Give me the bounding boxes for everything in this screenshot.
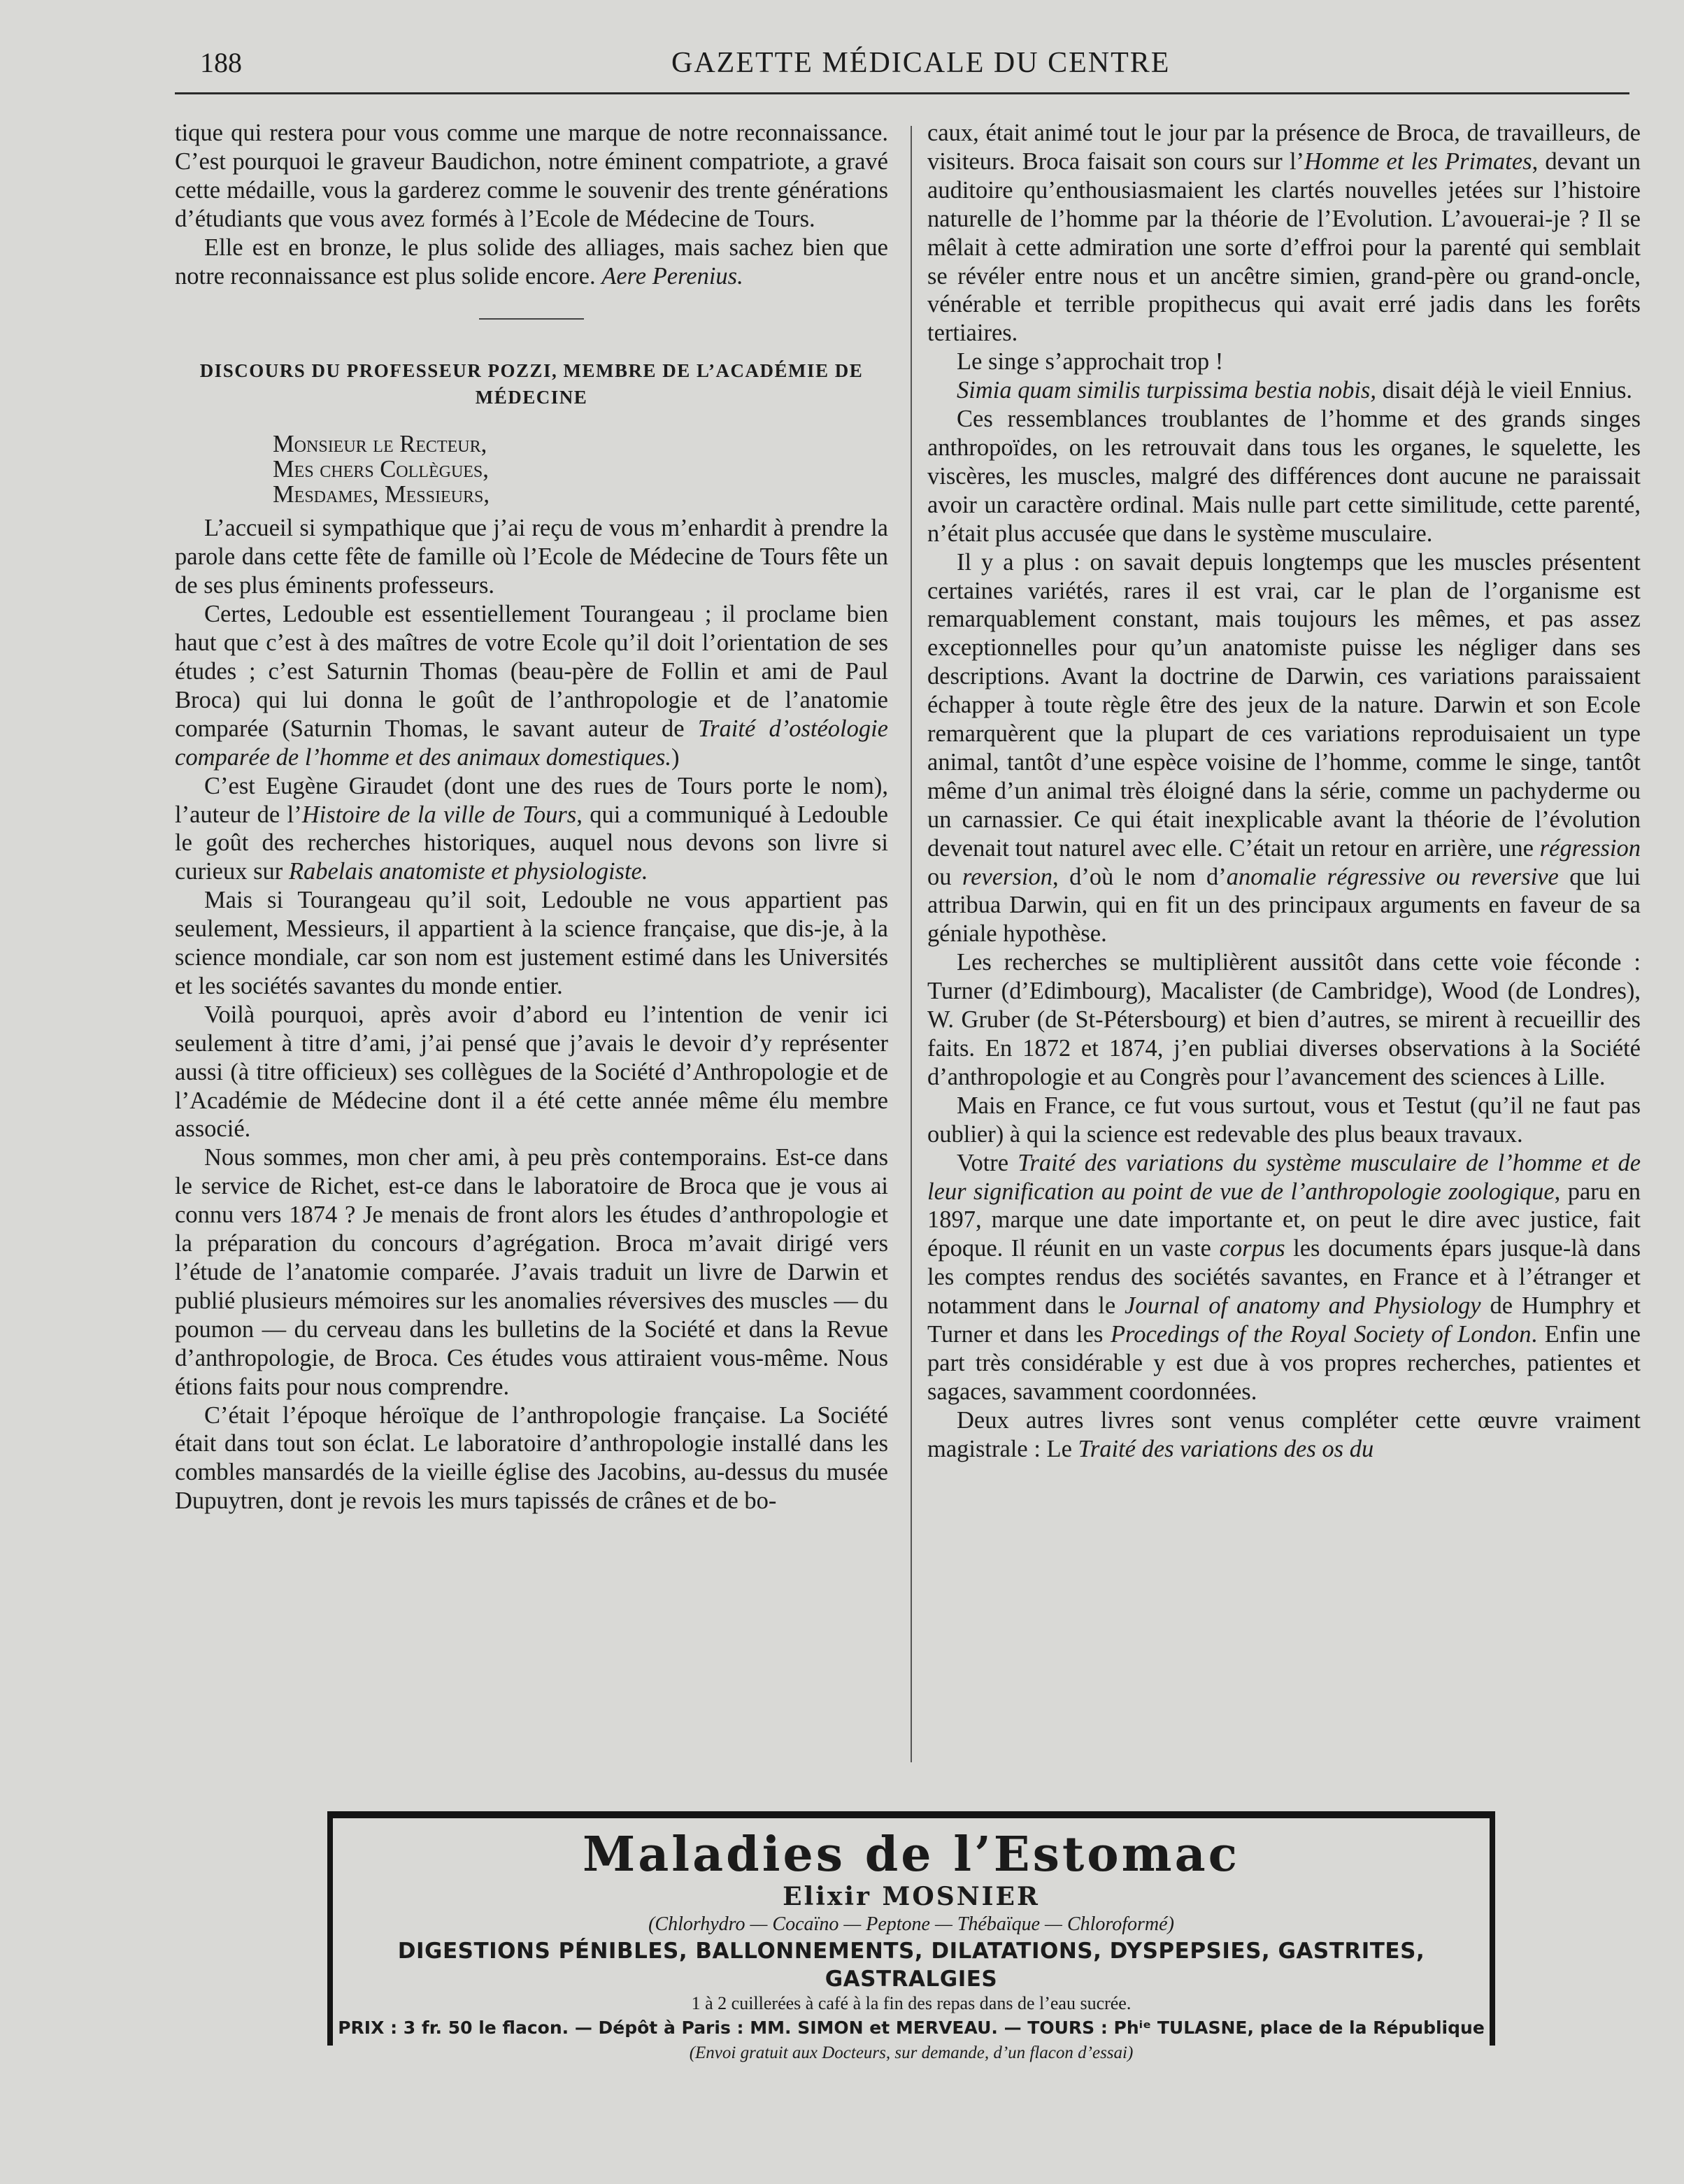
ad-note: (Envoi gratuit aux Docteurs, sur demande, d’un flacon d’essai) [689,2043,1134,2062]
paragraph: Le singe s’approchait trop ! [957,348,1224,376]
salutation-line: Monsieur le Recteur, [273,431,487,458]
section-separator [479,318,584,320]
paragraph: Voilà pourquoi, après avoir d’abord eu l’intention de venir ici seulement à titre d’ami, j’ai pensé que j’avais le devoir d’y représenter aussi (à titre officieux) ses collègues de la Société d’Anthropologie et de l’Académie de Médecine dont il a été cette année même élu membre associé. [175,1001,888,1143]
paragraph: Deux autres livres sont venus compléter cette œuvre vraiment magistrale : Le Traité des variations des os du [927,1406,1641,1462]
speech-title: DISCOURS DU PROFESSEUR POZZI, MEMBRE DE L’ACADÉMIE DE MÉDECINE [199,360,864,408]
ad-ingredients: (Chlorhydro — Cocaïno — Peptone — Thébaïque — Chloroformé) [648,1913,1174,1935]
paragraph: C’était l’époque héroïque de l’anthropologie française. La Société était dans tout son éclat. Le laboratoire d’anthropologie installé dans les combles mansardés de la vieille église des Jacobins, au-dessus du musée Dupuytren, dont je revois les murs tapissés de crânes et de bo- [175,1401,888,1515]
ad-price-line: PRIX : 3 fr. 50 le flacon. — Dépôt à Paris : MM. SIMON et MERVEAU. — TOURS : Phⁱᵉ TULASNE, place de la République [338,2018,1485,2038]
journal-title: GAZETTE MÉDICALE DU CENTRE [671,47,1171,79]
paragraph: C’est Eugène Giraudet (dont une des rues de Tours porte le nom), l’auteur de l’Histoire de la ville de Tours, qui a communiqué à Ledouble le goût des recherches historiques, auquel nous devons son livre si curieux sur Rabelais anatomiste et physiologiste. [175,772,888,885]
right-column [927,119,1641,1464]
header-rule [175,92,1629,94]
paragraph: Nous sommes, mon cher ami, à peu près contemporains. Est-ce dans le service de Richet, est-ce dans le laboratoire de Broca que je vous ai connu vers 1874 ? Je menais de front alors les études d’anthropologie et la préparation du concours d’agrégation. Broca m’avait dirigé vers l’étude de l’anatomie comparée. J’avais traduit un livre de Darwin et publié plusieurs mémoires sur les anomalies réversives des muscles — du poumon — du cerveau dans les bulletins de la Société et dans la Revue d’anthropologie, de Broca. Ces études vous attiraient vous-même. Nous étions faits pour nous comprendre. [175,1144,888,1400]
left-column [175,119,888,1515]
paragraph: Certes, Ledouble est essentiellement Tourangeau ; il proclame bien haut que c’est à des maîtres de votre Ecole qu’il doit l’orientation de ses études ; c’est Saturnin Thomas (beau-père de Follin et ami de Paul Broca) qui lui donna le goût de l’anthropologie et de l’anatomie comparée (Saturnin Thomas, le savant auteur de Traité d’ostéologie comparée de l’homme et des animaux domestiques.) [175,601,888,771]
ad-subtitle: Elixir MOSNIER [783,1882,1040,1911]
paragraph: Les recherches se multiplièrent aussitôt dans cette voie féconde : Turner (d’Edimbourg), Macalister (de Cambridge), Wood (de Londres), W. Gruber (de St-Pétersbourg) et bien d’autres, se mirent à recueillir des faits. En 1872 et 1874, j’en publiai diverses observations à la Société d’anthropologie et au Congrès pour l’avancement des sciences à Lille. [927,949,1641,1090]
paragraph: Simia quam similis turpissima bestia nobis, disait déjà le vieil Ennius. [957,377,1632,404]
paragraph: tique qui restera pour vous comme une marque de notre reconnaissance. C’est pourquoi le graveur Baudichon, notre éminent compatriote, a gravé cette médaille, vous la garderez comme le souvenir des trente générations d’étudiants que vous avez formés à l’Ecole de Médecine de Tours. [175,120,888,232]
paragraph: caux, était animé tout le jour par la présence de Broca, de travailleurs, de visiteurs. Broca faisait son cours sur l’Homme et les Primates, devant un auditoire qu’enthousiasmaient les clartés nouvelles jetées sur l’histoire naturelle de l’homme par la théorie de l’Evolution. L’avouerai-je ? Il se mêlait à cette admiration une sorte d’effroi pour la parenté qui semblait se révéler entre nous et un ancêtre simien, grand-père ou grand-oncle, vénérable et terrible propithecus qui avait erré jadis dans les forêts tertiaires. [927,120,1641,347]
paragraph: Ces ressemblances troublantes de l’homme et des grands singes anthropoïdes, on les retrouvait dans tous les organes, le squelette, les viscères, les muscles, malgré des différences dont aucune ne paraissait avoir un caractère ordinal. Mais nulle part cette similitude, cette parenté, n’était plus accusée que dans le système musculaire. [927,406,1641,547]
paragraph: Votre Traité des variations du système musculaire de l’homme et de leur signification au point de vue de l’anthropologie zoologique, paru en 1897, marque une date importante et, on peut le dire avec justice, fait époque. Il réunit en un vaste corpus les documents épars jusque-là dans les comptes rendus des sociétés savantes, en France et à l’étranger et notamment dans le Journal of anatomy and Physiology de Humphry et Turner et dans les Procedings of the Royal Society of London. Enfin une part très considérable y est due à vos propres recherches, patientes et sagaces, savamment coordonnées. [927,1149,1641,1405]
paragraph: Elle est en bronze, le plus solide des alliages, mais sachez bien que notre reconnaissance est plus solide encore. Aere Perenius. [175,234,888,290]
ad-dosage: 1 à 2 cuillerées à café à la fin des repas dans de l’eau sucrée. [691,1993,1132,2013]
paragraph: L’accueil si sympathique que j’ai reçu de vous m’enhardit à prendre la parole dans cette fête de famille où l’Ecole de Médecine de Tours fête un de ses plus éminents professeurs. [175,515,888,599]
page-header [196,41,1629,83]
column-divider [911,126,912,1762]
ad-title: Maladies de l’Estomac [582,1827,1241,1883]
salutation-line: Mesdames, Messieurs, [273,481,490,508]
salutation-line: Mes chers Collègues, [273,456,489,483]
paragraph: Mais si Tourangeau qu’il soit, Ledouble ne vous appartient pas seulement, Messieurs, il appartient à la science française, que dis-je, à la science mondiale, car son nom est justement estimé dans les Universités et les sociétés savantes du monde entier. [175,887,888,999]
advertisement [327,1811,1495,2062]
paragraph: Mais en France, ce fut vous surtout, vous et Testut (qu’il ne faut pas oublier) à qui la science est redevable des plus beaux travaux. [927,1092,1641,1148]
paragraph: Il y a plus : on savait depuis longtemps que les muscles présentent certaines variétés, rares il est vrai, car le plan de l’organisme est remarquablement constant, mais toujours les mêmes, et pas assez exceptionnelles pour qu’un anatomiste puisse les négliger dans ses descriptions. Avant la doctrine de Darwin, ces variations paraissaient échapper à toute règle être des jeux de la nature. Darwin et son Ecole remarquèrent que la plupart de ces variations reproduisaient un type animal, tantôt d’une espèce voisine de l’homme, comme le singe, tantôt même d’un animal très éloigné dans la série, comme un pachyderme ou un carnassier. Ce qui était inexplicable avant la théorie de l’évolution devenait tout naturel avec elle. C’était un retour en arrière, une régression ou reversion, d’où le nom d’anomalie régressive ou reversive que lui attribua Darwin, qui en fit un des principaux arguments en faveur de sa géniale hypothèse. [927,548,1641,948]
ad-indications: DIGESTIONS PÉNIBLES, BALLONNEMENTS, DILATATIONS, DYSPEPSIES, GASTRITES, GASTRALGIES [397,1939,1425,1992]
page-number: 188 [200,47,242,78]
